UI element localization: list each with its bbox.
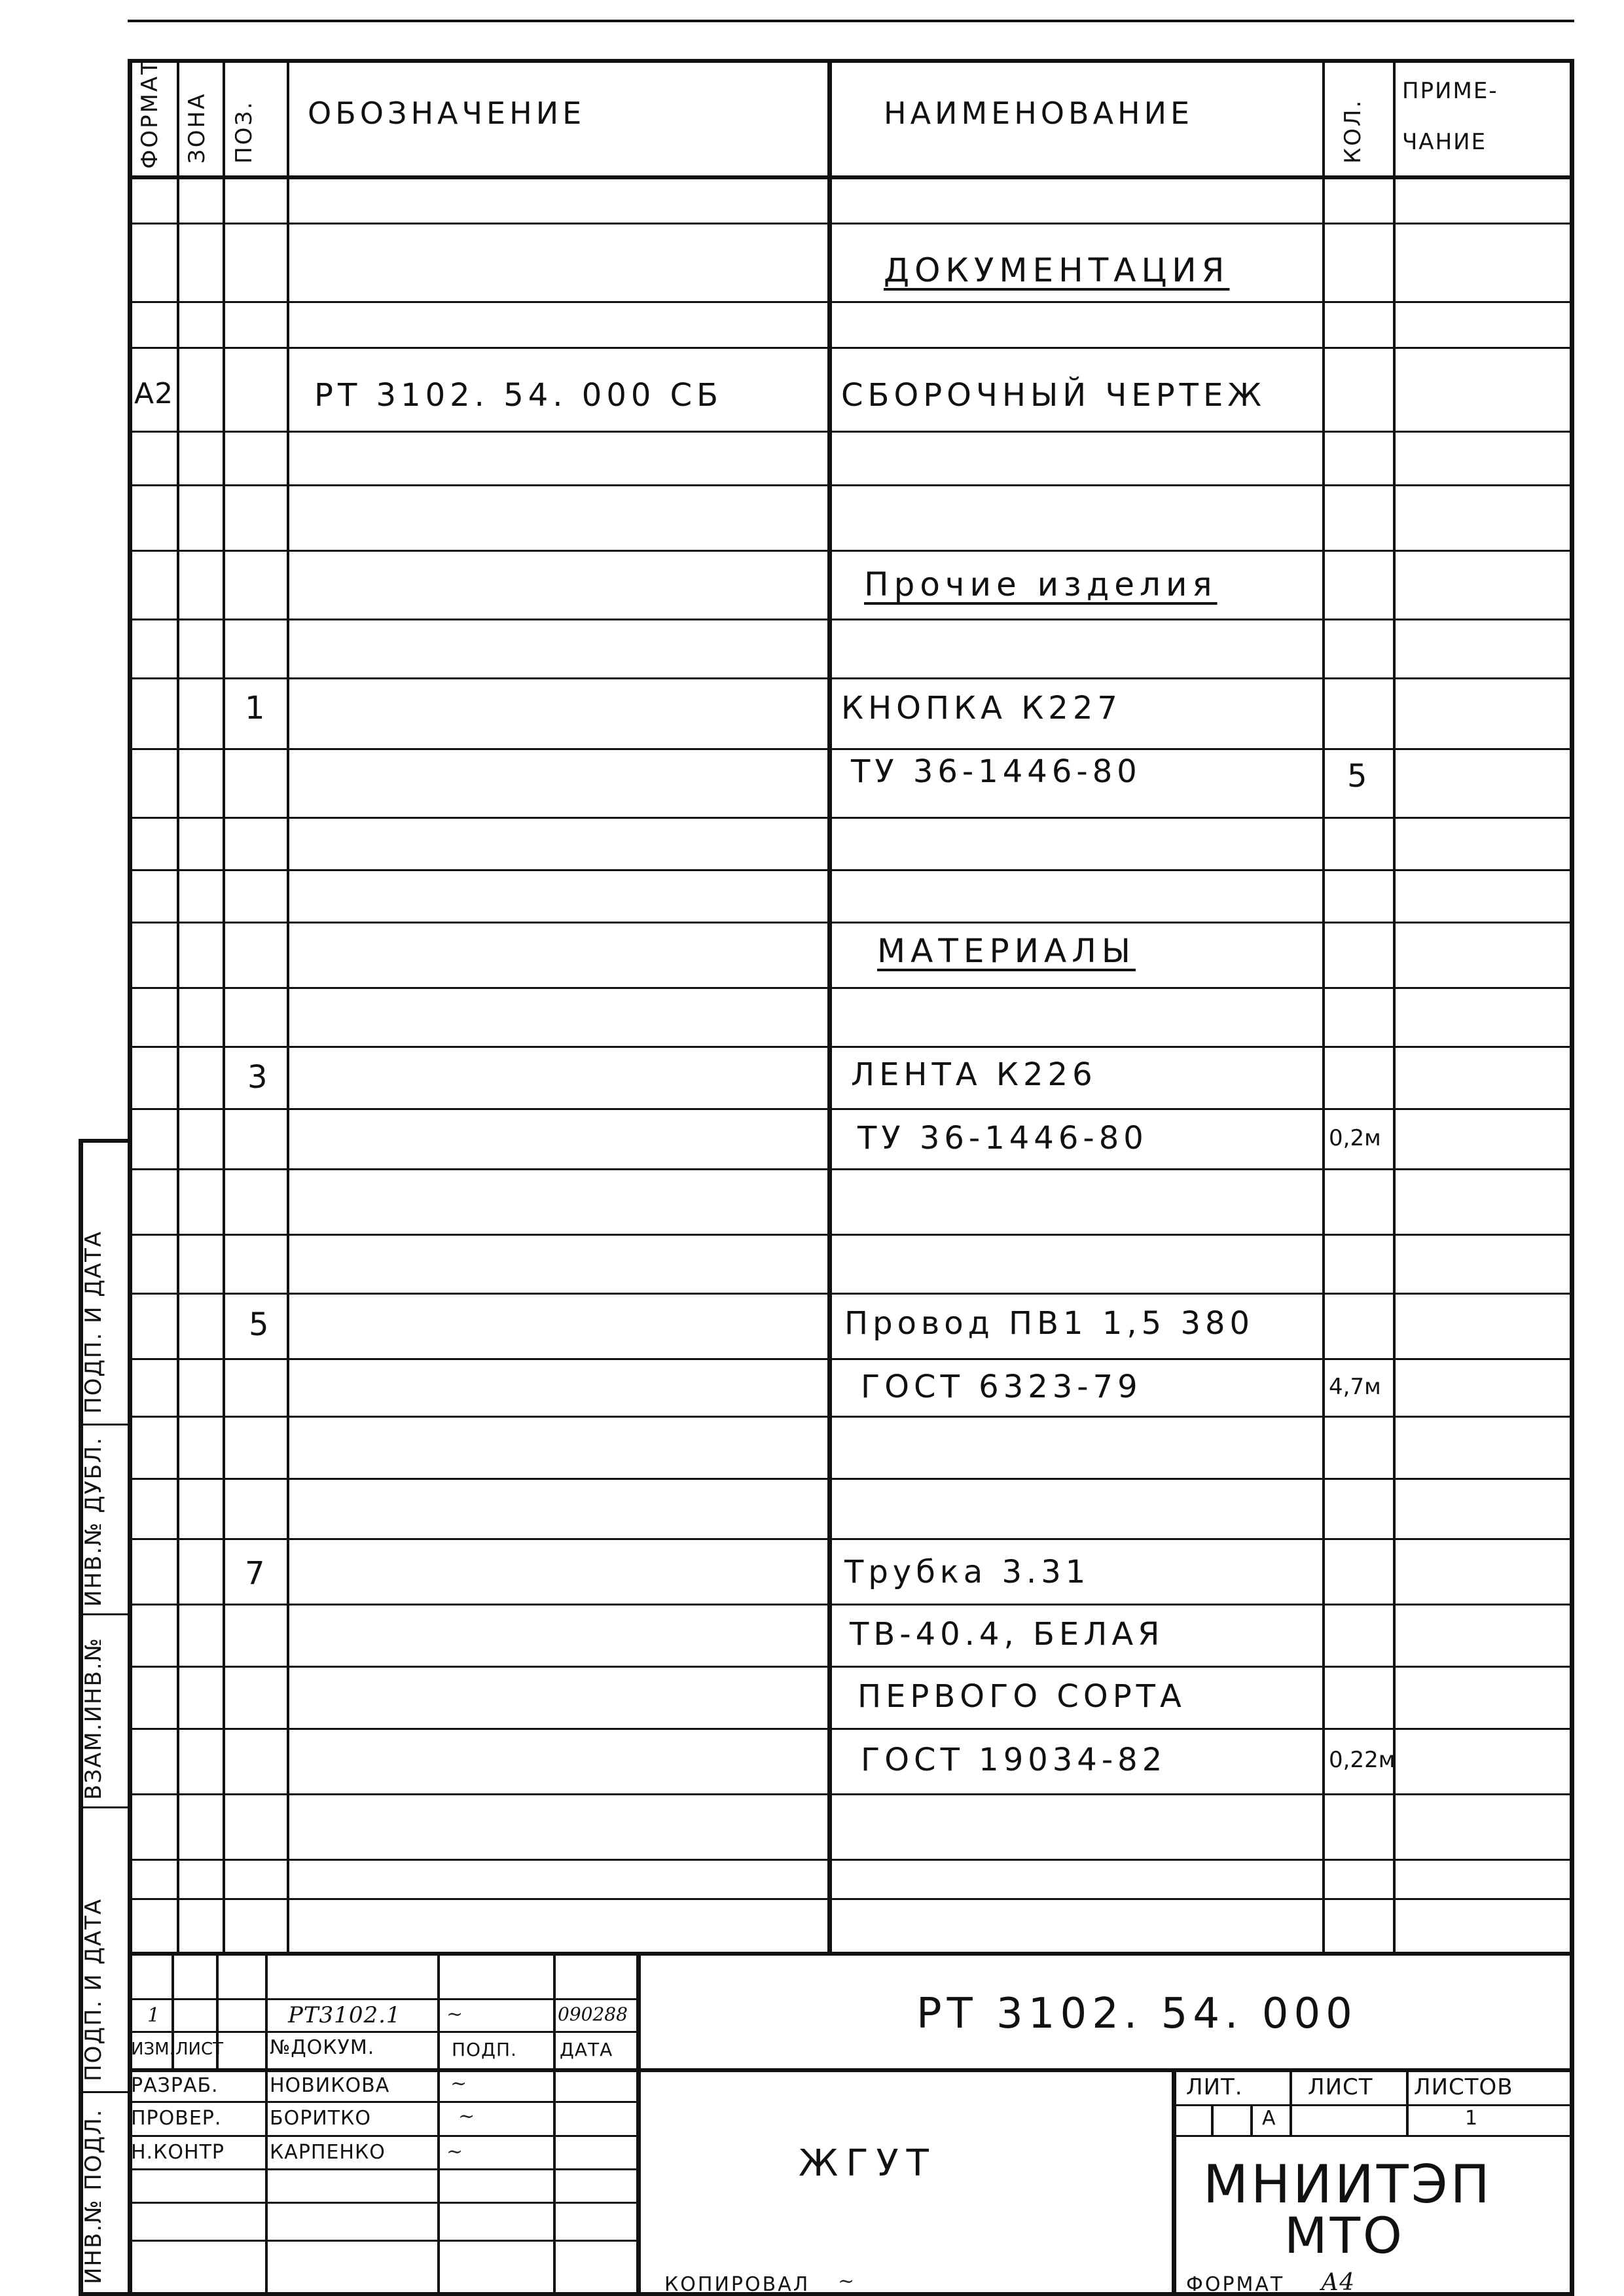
strip-vzam-inv: ВЗАМ.ИНВ.№ <box>81 1636 107 1800</box>
org-name-line2: МТО <box>1284 2206 1405 2265</box>
name-developer: НОВИКОВА <box>270 2074 390 2097</box>
row-separator <box>128 619 1574 620</box>
row-pos: 5 <box>249 1306 274 1343</box>
row-separator <box>128 1604 1574 1605</box>
row-name: КНОПКА К227 <box>841 690 1122 726</box>
row-separator <box>128 431 1574 433</box>
header-note-1: ПРИМЕ- <box>1402 78 1498 104</box>
role-norm-control: Н.КОНТР <box>131 2141 225 2164</box>
tb-hdr-podp: ПОДП. <box>452 2039 517 2060</box>
row-separator <box>128 817 1574 819</box>
row-separator <box>128 922 1574 924</box>
row-separator <box>128 1046 1574 1048</box>
tb-hdr-list: ЛИСТ <box>175 2039 224 2059</box>
row-name: ПЕРВОГО СОРТА <box>857 1678 1186 1715</box>
strip-inv-dubl: ИНВ.№ ДУБЛ. <box>81 1436 107 1607</box>
role-checker: ПРОВЕР. <box>131 2107 222 2130</box>
row-name: ТУ 36-1446-80 <box>851 753 1142 790</box>
tb-hdr-doc: №ДОКУМ. <box>270 2036 375 2059</box>
row-separator <box>128 1358 1574 1360</box>
row-name: СБОРОЧНЫЙ ЧЕРТЕЖ <box>841 377 1266 414</box>
row-separator <box>128 223 1574 224</box>
header-qty: КОЛ. <box>1340 98 1366 164</box>
strip-inv-podl: ИНВ.№ ПОДЛ. <box>81 2108 107 2284</box>
row-pos: 7 <box>245 1555 270 1592</box>
change-number: 1 <box>147 2004 161 2027</box>
name-norm-control: КАРПЕНКО <box>270 2141 386 2164</box>
format-label: ФОРМАТ <box>1186 2273 1285 2296</box>
row-separator <box>128 1168 1574 1170</box>
row-pos: 3 <box>247 1059 272 1096</box>
top-edge-line <box>128 20 1574 22</box>
format-value: А4 <box>1321 2269 1356 2296</box>
row-separator <box>128 347 1574 349</box>
header-zone: ЗОНА <box>184 92 210 164</box>
header-designation: ОБОЗНАЧЕНИЕ <box>308 96 586 131</box>
tb-hdr-date: ДАТА <box>560 2039 613 2060</box>
row-separator <box>128 550 1574 552</box>
row-name: ГОСТ 19034-82 <box>861 1742 1167 1778</box>
sheets-value: 1 <box>1465 2107 1479 2130</box>
org-name-line1: МНИИТЭП <box>1203 2154 1492 2215</box>
row-separator <box>128 1666 1574 1668</box>
row-separator <box>128 301 1574 303</box>
copier-signature: ~ <box>838 2270 855 2293</box>
row-name: ТУ 36-1446-80 <box>857 1120 1148 1157</box>
change-signature: ~ <box>446 2003 463 2026</box>
row-name: ЛЕНТА К226 <box>851 1056 1097 1093</box>
strip-podp-data-1: ПОДП. И ДАТА <box>81 1230 107 1414</box>
row-separator <box>128 748 1574 750</box>
row-separator <box>128 1108 1574 1110</box>
header-note-2: ЧАНИЕ <box>1402 129 1487 155</box>
change-document: РТ3102.1 <box>288 2002 401 2028</box>
row-separator <box>128 1293 1574 1295</box>
tb-hdr-izm: ИЗМ. <box>131 2039 175 2059</box>
sheet-label: ЛИСТ <box>1308 2074 1373 2100</box>
row-qty: 0,22м <box>1329 1747 1396 1773</box>
norm-control-signature: ~ <box>446 2140 463 2163</box>
row-separator <box>128 1859 1574 1861</box>
row-separator <box>128 987 1574 989</box>
sheets-label: ЛИСТОВ <box>1414 2074 1513 2100</box>
row-separator <box>128 484 1574 486</box>
row-pos: 1 <box>245 690 270 726</box>
row-name: ТВ-40.4, БЕЛАЯ <box>850 1616 1164 1653</box>
checker-signature: ~ <box>458 2105 475 2128</box>
row-separator <box>128 1898 1574 1900</box>
name-checker: БОРИТКО <box>270 2107 371 2130</box>
row-separator <box>128 869 1574 871</box>
row-separator <box>128 1478 1574 1480</box>
row-separator <box>128 1416 1574 1418</box>
row-name: ГОСТ 6323-79 <box>861 1369 1142 1405</box>
row-name: Провод ПВ1 1,5 380 <box>844 1305 1255 1342</box>
row-separator <box>128 677 1574 679</box>
lit-value: А <box>1262 2107 1276 2130</box>
row-qty: 4,7м <box>1329 1374 1381 1400</box>
header-format: ФОРМАТ <box>137 59 163 169</box>
section-other-items: Прочие изделия <box>864 565 1218 603</box>
row-separator <box>128 1538 1574 1540</box>
row-format: А2 <box>134 377 174 410</box>
header-name: НАИМЕНОВАНИЕ <box>884 96 1194 131</box>
row-qty: 5 <box>1347 758 1372 795</box>
strip-podp-data-2: ПОДП. И ДАТА <box>81 1897 107 2081</box>
section-documentation: ДОКУМЕНТАЦИЯ <box>884 251 1230 289</box>
title-designation: РТ 3102. 54. 000 <box>916 1990 1358 2038</box>
developer-signature: ~ <box>450 2072 467 2095</box>
row-separator <box>128 1234 1574 1236</box>
change-date: 090288 <box>558 2003 628 2025</box>
row-name: Трубка 3.31 <box>844 1554 1091 1590</box>
row-qty: 0,2м <box>1329 1125 1381 1151</box>
role-developer: РАЗРАБ. <box>131 2074 219 2097</box>
lit-label: ЛИТ. <box>1186 2074 1243 2100</box>
row-designation: РТ 3102. 54. 000 СБ <box>314 377 723 414</box>
section-materials: МАТЕРИАЛЫ <box>877 932 1136 970</box>
header-pos: ПОЗ. <box>231 100 257 164</box>
row-separator <box>128 1728 1574 1730</box>
product-name: ЖГУТ <box>799 2142 937 2185</box>
row-separator <box>128 1793 1574 1795</box>
copied-label: КОПИРОВАЛ <box>664 2273 810 2296</box>
